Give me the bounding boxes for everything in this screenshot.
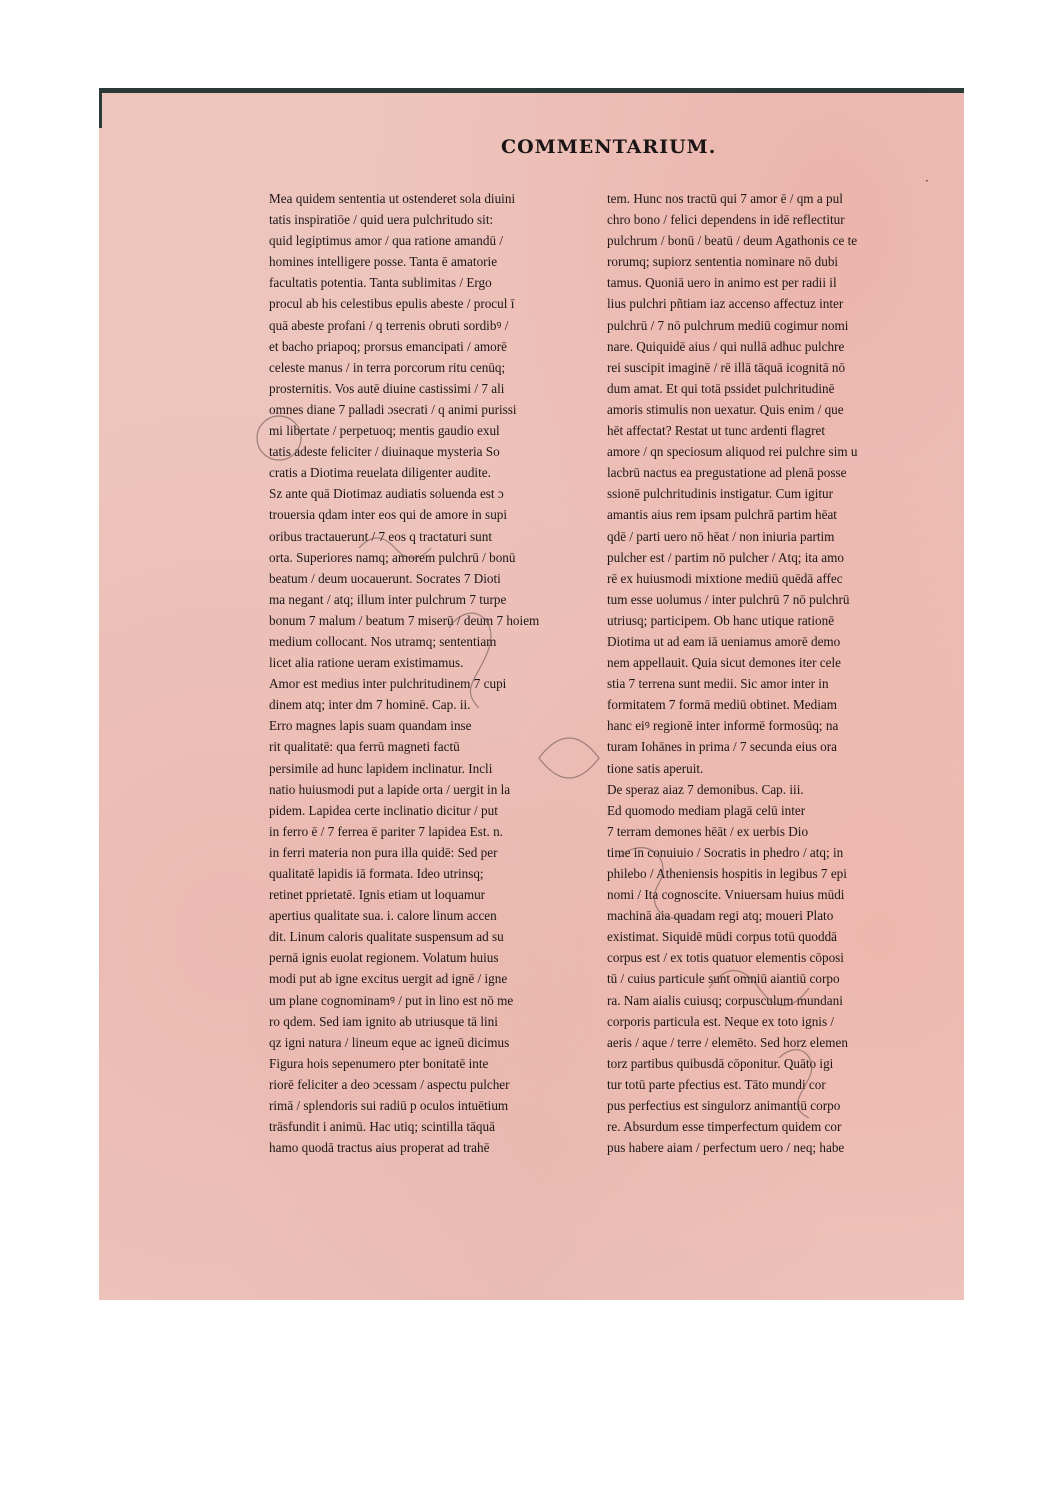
right-column-line: stia 7 terrena sunt medii. Sic amor inter in xyxy=(607,676,829,692)
left-column-line: Amor est medius inter pulchritudinem 7 cupi xyxy=(269,676,507,692)
right-column-line: ra. Nam aialis cuiusq; corpusculum mundani xyxy=(607,992,843,1008)
left-column-line: licet alia ratione ueram existimamus. xyxy=(269,655,464,671)
left-column-line: trouersia qdam inter eos qui de amore in supi xyxy=(269,507,508,523)
left-column-line: apertius qualitate sua. i. calore linum accen xyxy=(269,908,497,924)
right-column-line: Diotima ut ad eam iā ueniamus amorē demo xyxy=(607,633,841,649)
left-column-line: natio huiusmodi put a lapide orta / uergit in la xyxy=(269,781,511,797)
left-column-line: retinet pprietatē. Ignis etiam ut loquamur xyxy=(269,887,486,903)
left-column-line: tatis adeste feliciter / diuinaque mysteria So xyxy=(269,444,500,460)
scanned-page xyxy=(99,88,964,1300)
left-column-line: quā abeste profani / q terrenis obruti sordibꝰ / xyxy=(269,317,509,333)
left-column-line: tatis inspiratiōe / quid uera pulchritudo sit: xyxy=(269,212,494,228)
left-column-line: bonum 7 malum / beatum 7 miserū / deum 7 hoiem xyxy=(269,612,540,628)
left-text-column xyxy=(269,188,585,1158)
right-column-line: nem appellauit. Quia sicut demones iter cele xyxy=(607,655,841,671)
scan-left-edge xyxy=(99,88,102,128)
right-column-line: chro bono / felici dependens in idē reflectitur xyxy=(607,212,845,228)
right-column-line: rorumq; supiorz sententia nominare nō dubi xyxy=(607,254,839,270)
left-column-line: qz igni natura / lineum eque ac igneū dicimus xyxy=(269,1034,510,1050)
left-column-line: Mea quidem sententia ut ostenderet sola diuini xyxy=(269,191,516,206)
right-column-line: tum esse uolumus / inter pulchrū 7 nō pulchrū xyxy=(607,591,850,607)
left-column-line: persimile ad hunc lapidem inclinatur. Incli xyxy=(269,760,493,776)
left-column-line: procul ab his celestibus epulis abeste / procul ī xyxy=(269,296,515,312)
right-column-line: tione satis aperuit. xyxy=(607,760,704,776)
right-column-line: pus habere aiam / perfectum uero / neq; habe xyxy=(607,1140,845,1156)
right-column-line: ssionē pulchritudinis instigatur. Cum igitur xyxy=(607,486,834,502)
left-column-line: homines intelligere posse. Tanta ē amatoriе xyxy=(269,254,498,270)
left-column-line: pidem. Lapidea certe inclinatio dicitur / put xyxy=(269,802,498,818)
left-column-line: prosternitis. Vos autē diuine castissimi / 7 ali xyxy=(269,380,505,396)
left-column-line: pernā ignis euolat regionem. Volatum huius xyxy=(269,950,499,966)
right-column-line: corporis particula est. Neque ex toto ignis / xyxy=(607,1013,835,1029)
right-column-line: pulchrum / bonū / beatū / deum Agathonis ce te xyxy=(607,233,858,249)
right-column-line: existimat. Siquidē mūdi corpus totū quoddā xyxy=(607,929,838,945)
right-column-line: machinā aia quadam regi atq; moueri Plato xyxy=(607,908,834,924)
left-column-line: medium collocant. Nos utramq; sententiam xyxy=(269,633,497,649)
right-column-line: tur totū parte pfectius est. Tāto mundi cor xyxy=(607,1076,826,1092)
right-column-line: 7 terram demones hēāt / ex uerbis Dio xyxy=(607,823,809,839)
right-column-line: hēt affectat? Restat ut tunc ardenti flagret xyxy=(607,423,825,439)
right-column-line: torz partibus quibusdā cōponitur. Quāto igi xyxy=(607,1055,834,1071)
right-column-line: amore / qn speciosum aliquod rei pulchre sim u xyxy=(607,444,858,460)
right-column-line: time in conuiuio / Socratis in phedro / atq; in xyxy=(607,844,844,860)
right-column-line: corpus est / ex totis quatuor elementis cōposi xyxy=(607,950,844,966)
left-column-line: Sz ante quā Diotimaz audiatis soluenda est ɔ xyxy=(269,486,504,502)
right-column-line: nare. Quiquidē aius / qui nullā adhuc pulchre xyxy=(607,338,845,354)
left-column-line: quid legiptimus amor / qua ratione amandū / xyxy=(269,233,504,249)
left-column-line: mi libertate / perpetuoq; mentis gaudio exul xyxy=(269,423,500,439)
left-column-line: dit. Linum caloris qualitate suspensum ad su xyxy=(269,929,504,945)
right-column-line: tamus. Quoniā uero in animo est per radii il xyxy=(607,275,837,291)
right-column-line: utriusq; participem. Ob hanc utique rationē xyxy=(607,612,835,628)
right-column-line: amoris stimulis non uexatur. Quis enim / que xyxy=(607,401,844,417)
left-column-line: cratis a Diotima reuelata diligenter audite. xyxy=(269,465,491,481)
left-column-line: rimā / splendoris sui radiū p oculos intuētium xyxy=(269,1098,509,1114)
left-column-line: trāsfundit i animū. Hac utiq; scintilla tāquā xyxy=(269,1119,495,1135)
left-column-line: Erro magnes lapis suam quandam inse xyxy=(269,718,472,734)
right-column-line: dum amat. Et qui totā pssidet pulchritudinē xyxy=(607,380,835,396)
right-column-line: lius pulchri pñtiam iaz accenso affectuz inter xyxy=(607,296,844,312)
right-column-line: pulcher est / partim nō pulcher / Atq; ita amo xyxy=(607,549,844,565)
left-column-line: celeste manus / in terra porcorum ritu cenūq; xyxy=(269,359,506,375)
left-column-line: in ferri materia non pura illa quidē: Sed per xyxy=(269,844,498,860)
right-column-line: rei suscipit imaginē / rē illā tāquā icognitā nō xyxy=(607,359,846,375)
right-column-line: philebo / Atheniensis hospitis in legibus 7 epi xyxy=(607,866,847,881)
right-column-line: pulchrū / 7 nō pulchrum mediū cogimur nomi xyxy=(607,317,849,333)
left-column-line: facultatis potentia. Tanta sublimitas / Ergo xyxy=(269,275,492,291)
left-column-line: oribus tractauerunt / 7 eos q tractaturi sunt xyxy=(269,528,493,544)
left-column-line: Figura hois sepenumero pter bonitatē inte xyxy=(269,1055,489,1071)
right-column-line: rē ex huiusmodi mixtione mediū quēdā affec xyxy=(607,570,843,586)
right-column-line: nomi / Ita cognoscite. Vniuersam huius mūdi xyxy=(607,887,845,903)
left-column-line: omnes diane 7 palladi ɔsecrati / q animi purissi xyxy=(269,401,517,417)
scan-top-edge xyxy=(99,88,964,93)
right-column-line: amantis aius rem ipsam pulchrā partim hēat xyxy=(607,507,837,523)
running-head: COMMENTARIUM. xyxy=(501,136,717,158)
right-column-line: tem. Hunc nos tractū qui 7 amor ē / qm a pul xyxy=(607,191,843,206)
left-column-line: ma negant / atq; illum inter pulchrum 7 turpe xyxy=(269,591,507,607)
right-column-line: De speraz aiaz 7 demonibus. Cap. iii. xyxy=(607,781,804,797)
left-column-line: modi put ab igne excitus uergit ad ignē / igne xyxy=(269,971,508,987)
right-text-column xyxy=(607,188,909,1158)
left-column-line: dinem atq; inter dm 7 hominē. Cap. ii. xyxy=(269,697,471,713)
margin-mark: · xyxy=(925,174,929,188)
right-column-line: qdē / parti uero nō hēat / non iniuria partim xyxy=(607,528,835,544)
left-column-line: qualitatē lapidis iā formata. Ideo utrinsq; xyxy=(269,866,484,881)
left-column-line: beatum / deum uocauerunt. Socrates 7 Dioti xyxy=(269,570,501,586)
right-column-line: turam Iohānes in prima / 7 secunda eius ora xyxy=(607,739,837,755)
right-column-line: pus perfectius est singulorz animantiū corpo xyxy=(607,1098,841,1114)
right-column-line: Ed quomodo mediam plagā celū inter xyxy=(607,802,806,818)
left-column-line: ro qdem. Sed iam ignito ab utriusque tā lini xyxy=(269,1013,498,1029)
left-column-line: riorē feliciter a deo ɔcessam / aspectu pulcher xyxy=(269,1076,510,1092)
right-column-line: formitatem 7 formā mediū obtinet. Mediam xyxy=(607,697,837,713)
left-column-line: in ferro ē / 7 ferrea ē pariter 7 lapidea Est. n. xyxy=(269,823,503,839)
left-column-line: orta. Superiores namq; amorem pulchrū / bonū xyxy=(269,549,516,565)
left-column-line: rit qualitatē: qua ferrū magneti factū xyxy=(269,739,460,755)
left-column-line: hamo quodā tractus aius properat ad trahē xyxy=(269,1140,490,1156)
right-column-line: lacbrū nactus ea pregustatione ad plenā posse xyxy=(607,465,847,481)
left-column-line: um plane cognominamꝰ / put in lino est nō me xyxy=(269,992,514,1008)
right-column-line: hanc eiꝰ regionē inter informē formosūq; na xyxy=(607,718,839,734)
right-column-line: aeris / aque / terre / elemēto. Sed horz elemen xyxy=(607,1034,848,1050)
left-column-line: et bacho priapoq; prorsus emancipati / amorē xyxy=(269,338,508,354)
right-column-line: re. Absurdum esse timperfectum quidem cor xyxy=(607,1119,842,1135)
right-column-line: tū / cuius particule sunt omniū aiantiū corpo xyxy=(607,971,840,987)
